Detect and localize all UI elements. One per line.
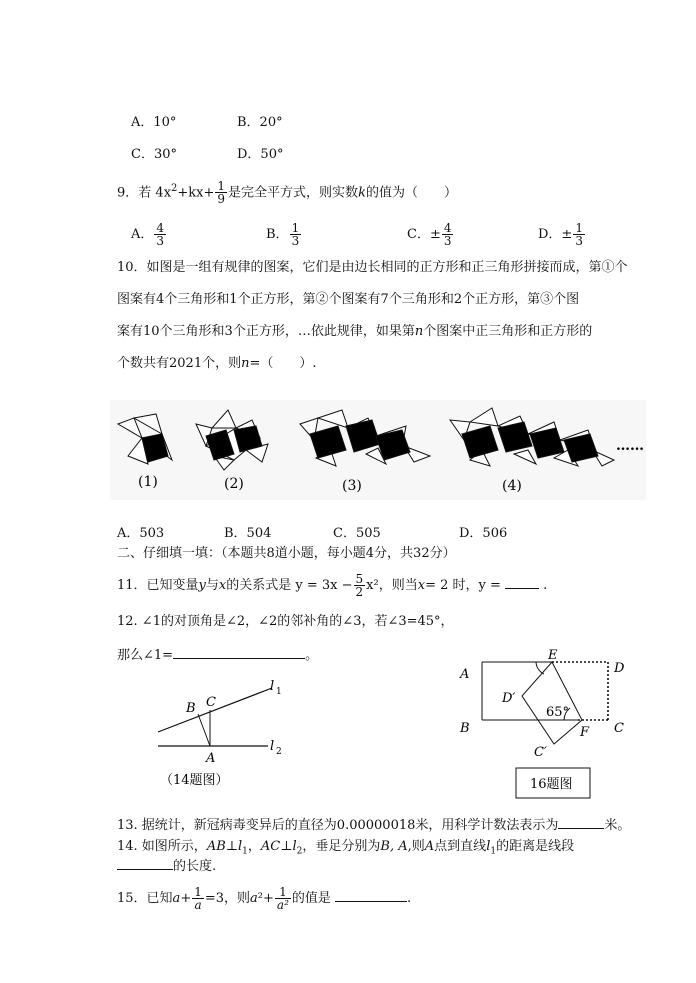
q15 bbox=[117, 886, 411, 911]
q13 bbox=[117, 817, 630, 835]
q9-option-d bbox=[538, 222, 586, 247]
q14-line2 bbox=[117, 858, 216, 876]
q14-ba: B, A bbox=[380, 839, 408, 854]
q14-a: A bbox=[424, 839, 435, 854]
q15-tail: 的值是 bbox=[291, 891, 331, 906]
q10-line4-tail: =（ ）. bbox=[249, 356, 317, 371]
q14-ab: AB bbox=[206, 839, 226, 854]
q14-head: 14. 如图所示， bbox=[117, 839, 207, 854]
fig16-angle-label: 65° bbox=[546, 705, 570, 720]
fig14-label-l1-sub: 1 bbox=[276, 687, 282, 697]
q15-answer-blank[interactable] bbox=[335, 901, 407, 902]
q10-line4-var: n bbox=[241, 356, 250, 371]
q9-a-num: 4 bbox=[156, 221, 165, 235]
q15-eq: =3，则 bbox=[204, 891, 251, 906]
q15-head: 15．已知 bbox=[117, 891, 173, 906]
q12-end: 。 bbox=[305, 648, 319, 663]
fig16-label-a: A bbox=[460, 667, 470, 682]
q11-frac-den: 2 bbox=[355, 585, 364, 599]
q9-option-a bbox=[131, 222, 167, 247]
fig14-label-a: A bbox=[206, 751, 216, 766]
q12-line2-text: 那么∠1= bbox=[117, 648, 174, 663]
q13-end: 米。 bbox=[604, 818, 631, 833]
q11-x: x bbox=[218, 578, 227, 593]
pattern-label-4: (4) bbox=[502, 478, 522, 494]
q11-end: . bbox=[543, 578, 548, 593]
q9-tail2: 的值为（ ） bbox=[365, 185, 457, 201]
q15-fraction-1 bbox=[192, 886, 204, 911]
fig16-label-cprime: C′ bbox=[534, 745, 547, 760]
q15-frac1-num: 1 bbox=[194, 885, 202, 899]
q11-fraction bbox=[354, 573, 366, 598]
q8-option-c: C．30° bbox=[131, 147, 177, 162]
q15-fraction-2 bbox=[275, 886, 291, 911]
q14-line2-end: 的长度. bbox=[173, 859, 217, 874]
q14-perp1: ⊥ bbox=[225, 839, 238, 854]
fig16-label-dprime: D′ bbox=[502, 691, 516, 706]
fig14-segment-ab bbox=[198, 714, 210, 746]
q10-line3-var: n bbox=[414, 324, 424, 339]
q9-number: 9．若 bbox=[117, 185, 152, 201]
q13-answer-blank[interactable] bbox=[558, 828, 604, 829]
q10-option-b: B．504 bbox=[224, 526, 272, 541]
q11 bbox=[117, 573, 547, 598]
q11-mid2: 的关系式是 y = 3x − bbox=[226, 578, 353, 593]
q10-line4 bbox=[117, 355, 317, 373]
q9-c-label: C．± bbox=[407, 227, 441, 242]
fig14 bbox=[150, 676, 300, 796]
pattern-ellipsis: …… bbox=[616, 438, 644, 454]
pattern-label-1: (1) bbox=[138, 474, 158, 490]
fig14-label-b: B bbox=[186, 701, 196, 716]
fig16-label-f: F bbox=[580, 725, 590, 740]
q9-a-den: 3 bbox=[156, 234, 165, 248]
q14-mid2: ,则 bbox=[407, 839, 425, 854]
q14-mid: ，垂足分别为 bbox=[302, 839, 381, 854]
q10-option-c: C．505 bbox=[333, 526, 381, 541]
q15-a: a bbox=[172, 891, 181, 906]
fig14-label-l1: l bbox=[270, 679, 275, 694]
q14-l2: l bbox=[292, 839, 297, 854]
q14-l1: l bbox=[238, 839, 243, 854]
q9-c-den: 3 bbox=[443, 234, 452, 248]
q9-option-c bbox=[407, 222, 454, 247]
q12-answer-blank[interactable] bbox=[173, 658, 305, 659]
q15-frac2-num: 1 bbox=[275, 886, 291, 899]
q9-d-den: 3 bbox=[575, 234, 583, 248]
fig16 bbox=[448, 648, 638, 803]
q8-option-a: A．10° bbox=[131, 115, 177, 130]
q10-line3-tail: 个图案中正三角形和正方形的 bbox=[423, 324, 593, 339]
fig14-label-l2: l bbox=[270, 739, 275, 754]
q15-plus2: + bbox=[263, 891, 274, 906]
q12-line1: 12. ∠1的对顶角是∠2，∠2的邻补角的∠3，若∠3=45°， bbox=[117, 614, 454, 629]
q14-perp2: ⊥ bbox=[280, 839, 293, 854]
section-2-heading: 二、仔细填一填：（本题共8道小题，每小题4分，共32分） bbox=[117, 546, 456, 561]
q9-b-label: B． bbox=[266, 227, 289, 242]
q9-a-frac bbox=[154, 222, 166, 247]
q14-l2-sub: 2 bbox=[296, 846, 303, 857]
q9-var: k bbox=[358, 185, 366, 201]
q9-expr-b: +kx+ bbox=[177, 185, 215, 201]
q14-ac: AC bbox=[260, 839, 281, 854]
q10-option-d: D．506 bbox=[459, 526, 508, 541]
q9-frac-num: 1 bbox=[217, 179, 226, 194]
q14-l3: l bbox=[486, 839, 491, 854]
q14-l1-sub: 1 bbox=[242, 846, 248, 857]
q10-pattern-figure bbox=[110, 400, 646, 500]
fig16-label-e: E bbox=[548, 648, 558, 663]
q10-option-a: A．503 bbox=[117, 526, 165, 541]
q12-line2 bbox=[117, 647, 318, 665]
q10-line3 bbox=[117, 323, 592, 341]
q15-end: . bbox=[407, 891, 412, 906]
q9-fraction bbox=[215, 180, 227, 205]
q15-frac1-den: a bbox=[194, 898, 202, 912]
fig16-label-c: C bbox=[614, 721, 624, 736]
fig16-label-d: D bbox=[614, 661, 625, 676]
fig16-label-b: B bbox=[460, 721, 470, 736]
fig14-caption: （14题图） bbox=[160, 773, 229, 788]
q15-sq: ² bbox=[257, 891, 264, 906]
fig16-caption: 16题图 bbox=[530, 777, 573, 792]
q11-head: 11．已知变量 bbox=[117, 578, 199, 593]
q8-option-b: B．20° bbox=[237, 115, 283, 130]
q14-mid3: 点到直线 bbox=[434, 839, 487, 854]
q15-a2: a bbox=[250, 891, 258, 906]
q9-b-num: 1 bbox=[291, 221, 300, 235]
q9-d-label: D．± bbox=[538, 227, 573, 242]
q9-a-label: A． bbox=[131, 227, 154, 242]
q14-l3-sub: 1 bbox=[490, 846, 497, 857]
q9-frac-den: 9 bbox=[217, 192, 226, 207]
q9-d-num: 1 bbox=[575, 221, 583, 235]
q9-b-den: 3 bbox=[291, 234, 300, 248]
pattern-label-2: (2) bbox=[224, 476, 244, 492]
q10-line3-text: 案有10个三角形和3个正方形，…依此规律，如果第 bbox=[117, 324, 415, 339]
q14-answer-blank[interactable] bbox=[117, 869, 173, 870]
q11-mid: 与 bbox=[205, 578, 219, 593]
q9-c-frac bbox=[442, 222, 454, 247]
q11-tail2: = 2 时，y = bbox=[425, 578, 501, 593]
q13-text: 13. 据统计，新冠病毒变异后的直径为0.00000018米，用科学计数法表示为 bbox=[117, 818, 559, 833]
q11-y: y bbox=[198, 578, 206, 593]
q9-stem bbox=[117, 180, 457, 205]
q9-b-frac bbox=[290, 222, 302, 247]
q15-plus: + bbox=[180, 891, 192, 906]
q9-tail: 是完全平方式，则实数 bbox=[228, 185, 359, 201]
q11-frac-num: 5 bbox=[355, 572, 364, 586]
pattern-label-3: (3) bbox=[342, 478, 362, 494]
q9-sup: 2 bbox=[171, 183, 178, 194]
q9-expr-a: 4x bbox=[155, 185, 172, 201]
q10-line2: 图案有4个三角形和1个正方形，第②个图案有7个三角形和2个正方形，第③个图 bbox=[117, 292, 580, 307]
q10-line4-text: 个数共有2021个，则 bbox=[117, 356, 242, 371]
q11-answer-blank[interactable] bbox=[505, 588, 539, 589]
fig14-label-c: C bbox=[206, 695, 216, 710]
q10-line1: 10．如图是一组有规律的图案，它们是由边长相同的正方形和正三角形拼接而成，第①个 bbox=[117, 260, 628, 275]
q11-tail: x²，则当 bbox=[366, 578, 418, 593]
q9-c-num: 4 bbox=[443, 221, 452, 235]
q9-d-frac bbox=[573, 222, 585, 247]
fig14-label-l2-sub: 2 bbox=[276, 747, 282, 757]
q14-comma: ， bbox=[247, 839, 261, 854]
q9-option-b bbox=[266, 222, 302, 247]
q15-frac2-den: a² bbox=[276, 898, 289, 912]
q14-tail: 的距离是线段 bbox=[496, 839, 575, 854]
q8-option-d: D．50° bbox=[237, 147, 284, 162]
q11-x2: x bbox=[417, 578, 426, 593]
fig16-folded-shape bbox=[522, 662, 582, 744]
